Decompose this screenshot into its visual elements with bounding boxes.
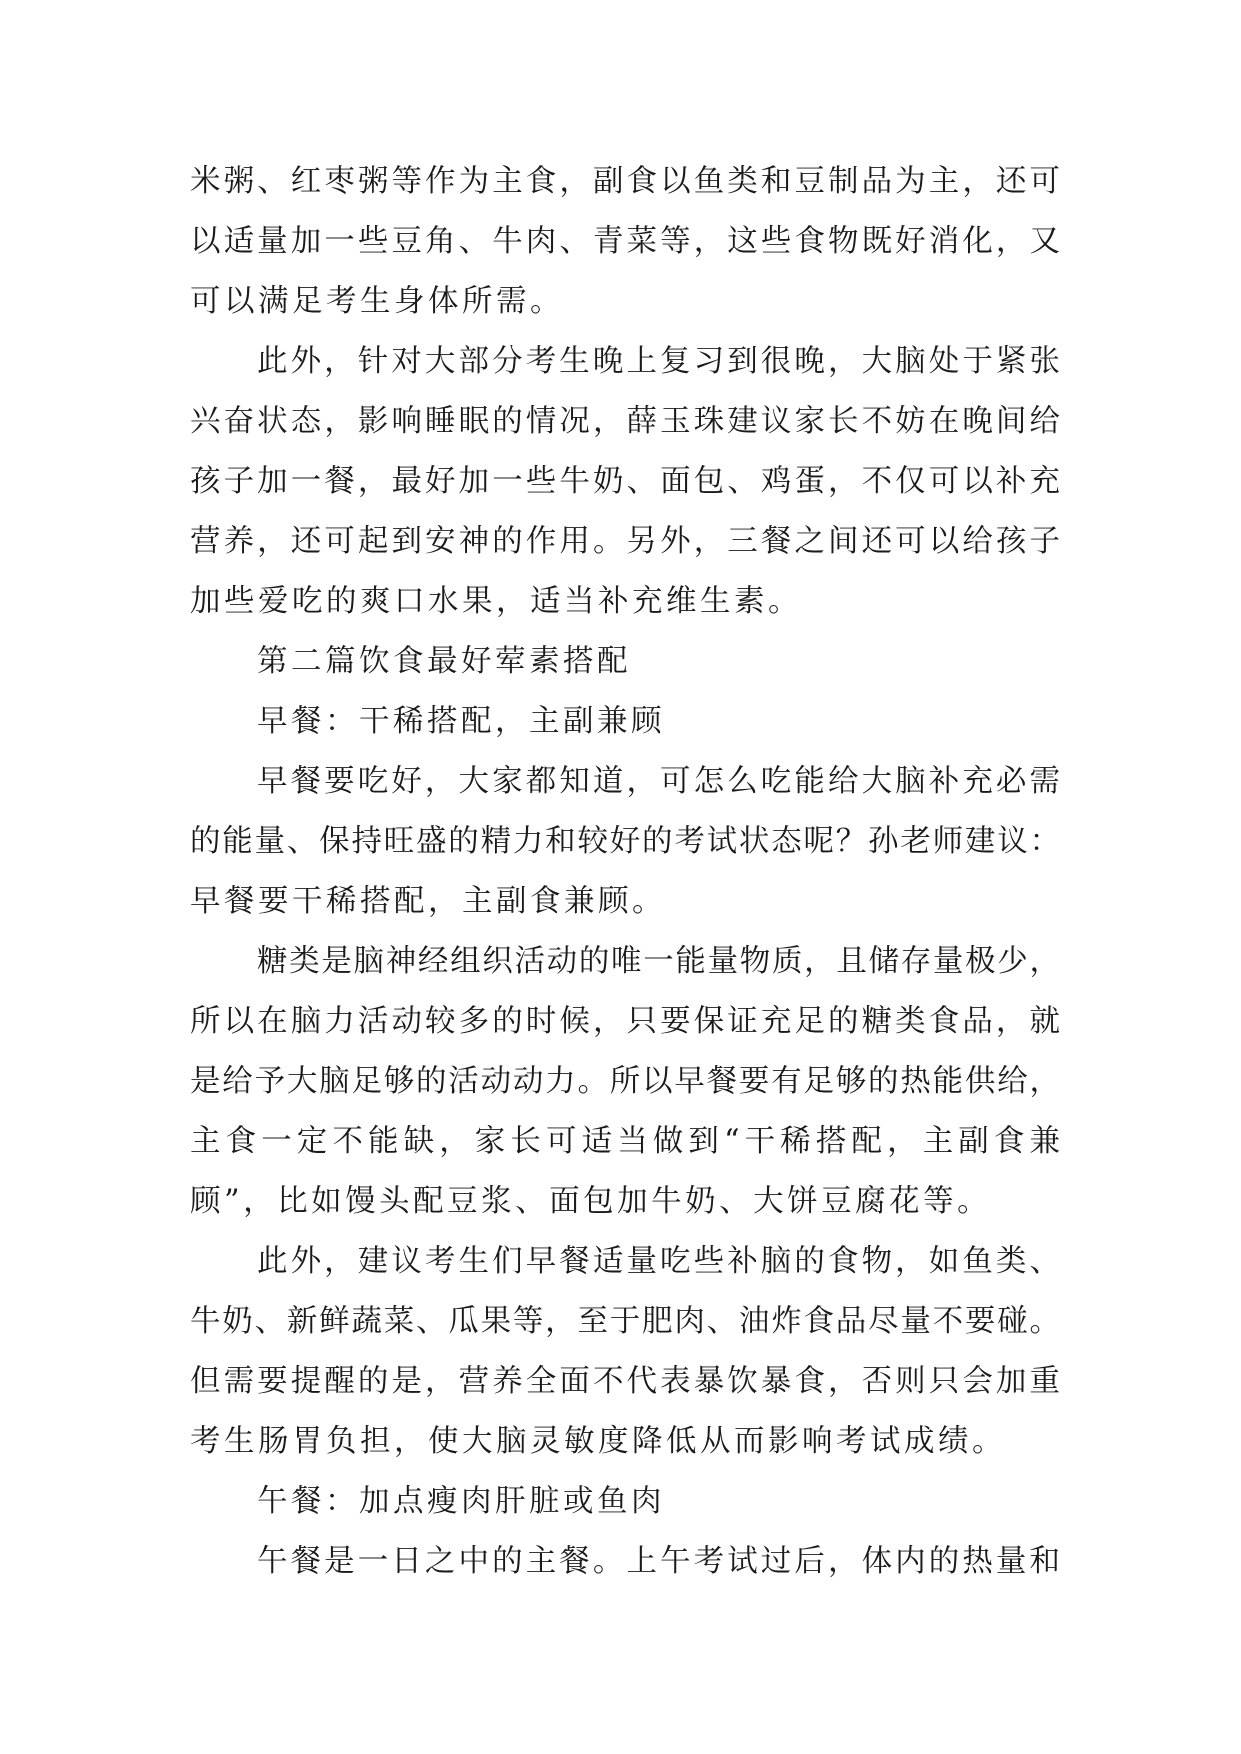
text-line: 牛奶、新鲜蔬菜、瓜果等，至于肥肉、油炸食品尽量不要碰。 <box>190 1304 1060 1339</box>
text-line: 以适量加一些豆角、牛肉、青菜等，这些食物既好消化，又 <box>190 224 1060 259</box>
paragraph-first-line: 午餐是一日之中的主餐。上午考试过后，体内的热量和 <box>257 1544 1060 1579</box>
text-line: 孩子加一餐，最好加一些牛奶、面包、鸡蛋，不仅可以补充 <box>190 464 1060 499</box>
text-line: 主食一定不能缺，家长可适当做到“干稀搭配，主副食兼 <box>190 1124 1060 1159</box>
paragraph-first-line: 此外，建议考生们早餐适量吃些补脑的食物，如鱼类、 <box>257 1244 1060 1279</box>
text-line: 加些爱吃的爽口水果，适当补充维生素。 <box>190 584 802 619</box>
text-line: 早餐要干稀搭配，主副食兼顾。 <box>190 884 666 919</box>
subsection-heading: 早餐：干稀搭配，主副兼顾 <box>257 704 665 739</box>
subsection-heading: 午餐：加点瘦肉肝脏或鱼肉 <box>257 1484 665 1519</box>
paragraph-first-line: 此外，针对大部分考生晚上复习到很晚，大脑处于紧张 <box>257 344 1060 379</box>
text-line: 兴奋状态，影响睡眠的情况，薛玉珠建议家长不妨在晚间给 <box>190 404 1060 439</box>
paragraph-first-line: 早餐要吃好，大家都知道，可怎么吃能给大脑补充必需 <box>257 764 1060 799</box>
text-line: 顾”，比如馒头配豆浆、面包加牛奶、大饼豆腐花等。 <box>190 1184 992 1219</box>
text-line: 考生肠胃负担，使大脑灵敏度降低从而影响考试成绩。 <box>190 1424 1006 1459</box>
text-line: 但需要提醒的是，营养全面不代表暴饮暴食，否则只会加重 <box>190 1364 1060 1399</box>
text-line: 的能量、保持旺盛的精力和较好的考试状态呢？孙老师建议： <box>190 824 1060 859</box>
text-line: 可以满足考生身体所需。 <box>190 284 564 319</box>
text-line: 米粥、红枣粥等作为主食，副食以鱼类和豆制品为主，还可 <box>190 164 1060 199</box>
text-line: 所以在脑力活动较多的时候，只要保证充足的糖类食品，就 <box>190 1004 1060 1039</box>
text-line: 是给予大脑足够的活动动力。所以早餐要有足够的热能供给， <box>190 1064 1060 1099</box>
section-heading: 第二篇饮食最好荤素搭配 <box>257 644 631 679</box>
text-line: 营养，还可起到安神的作用。另外，三餐之间还可以给孩子 <box>190 524 1060 559</box>
paragraph-first-line: 糖类是脑神经组织活动的唯一能量物质，且储存量极少， <box>257 944 1060 979</box>
